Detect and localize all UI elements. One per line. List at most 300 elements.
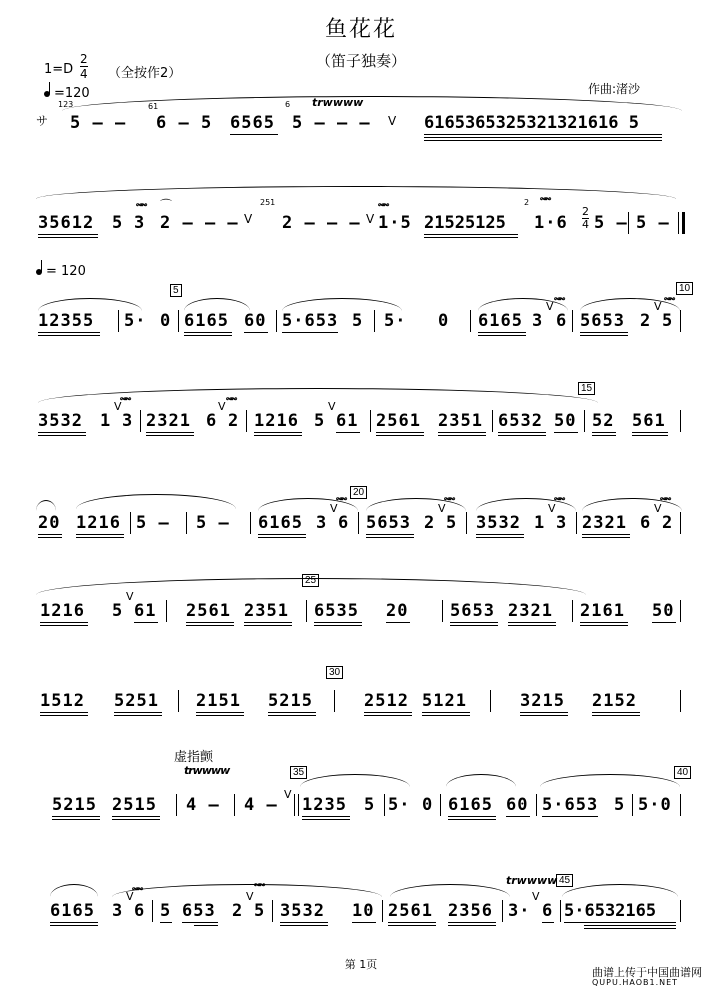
beam-underline xyxy=(182,922,218,923)
note-group: 2321 xyxy=(508,601,553,621)
note-group: 1512 xyxy=(40,691,85,711)
barline xyxy=(440,794,441,816)
beam-underline xyxy=(366,534,414,535)
beam-underline xyxy=(38,432,86,433)
barline xyxy=(680,310,681,332)
barline xyxy=(272,900,273,922)
beam-underline xyxy=(424,134,662,135)
note-group: 5 xyxy=(614,795,626,815)
note-group: 3215 xyxy=(520,691,565,711)
note-group: 3· xyxy=(508,901,531,921)
beam-underline xyxy=(592,715,640,716)
note-group: 6565 xyxy=(230,113,275,133)
trill-mark: trwwww xyxy=(312,96,364,109)
beam-underline xyxy=(652,622,676,623)
note-group: 5 xyxy=(352,311,364,331)
beam-underline xyxy=(38,237,98,238)
slur xyxy=(36,186,676,199)
note-group: 2152 xyxy=(592,691,637,711)
barline xyxy=(536,794,537,816)
beam-underline xyxy=(478,335,526,336)
note-group: 52 xyxy=(592,411,615,431)
barline xyxy=(298,794,299,816)
note-group: 2 xyxy=(640,311,652,331)
mordent-mark: 𝆗𝆗 xyxy=(660,490,670,504)
barline xyxy=(130,512,131,534)
note-group: 20 xyxy=(38,513,61,533)
breath-mark: V xyxy=(244,212,253,226)
beam-underline xyxy=(386,622,410,623)
breath-mark: V xyxy=(126,590,134,603)
barline xyxy=(234,794,235,816)
slur xyxy=(446,774,516,787)
beam-underline xyxy=(364,715,412,716)
note-group: 2351 xyxy=(438,411,483,431)
note-group: 2512 xyxy=(364,691,409,711)
beam-underline xyxy=(146,435,194,436)
beam-underline xyxy=(258,534,306,535)
note-group: 2561 xyxy=(186,601,231,621)
barline xyxy=(572,310,573,332)
score-title: 鱼花花 xyxy=(324,17,397,42)
time-signature xyxy=(80,52,88,81)
beam-underline xyxy=(196,715,244,716)
beam-underline xyxy=(632,432,668,433)
tempo-mark-1: =120 xyxy=(44,86,90,101)
beam-underline xyxy=(38,534,62,535)
note-group: 1 xyxy=(100,411,112,431)
note-group: 5 xyxy=(446,513,458,533)
note-group: 3532 xyxy=(280,901,325,921)
slur xyxy=(300,774,410,787)
note-group: 5 — xyxy=(636,213,670,233)
note-group: 2 — — — xyxy=(282,213,361,233)
barline xyxy=(576,512,577,534)
beam-underline xyxy=(388,922,436,923)
note-group: 2351 xyxy=(244,601,289,621)
note-group: 6 xyxy=(556,311,568,331)
grace-note: 61 xyxy=(148,102,159,111)
barline xyxy=(490,690,491,712)
note-group: 6165365325321321616 5 xyxy=(424,113,639,133)
beam-underline xyxy=(448,925,496,926)
note-group: 2151 xyxy=(196,691,241,711)
beam-underline xyxy=(230,134,278,135)
note-group: 2161 xyxy=(580,601,625,621)
barline xyxy=(680,900,681,922)
beam-underline xyxy=(302,816,350,817)
note-group: 1·6 xyxy=(534,213,568,233)
beam-underline xyxy=(508,622,556,623)
beam-underline xyxy=(38,435,86,436)
barline xyxy=(250,512,251,534)
mordent-mark: 𝆗𝆗 xyxy=(444,490,454,504)
trill-mark: trwwww xyxy=(184,764,230,777)
measure-number: 45 xyxy=(556,874,573,887)
beam-underline xyxy=(422,712,470,713)
breath-mark: V xyxy=(366,212,375,226)
free-rhythm-mark: サ xyxy=(36,114,49,128)
barline xyxy=(358,512,359,534)
score-subtitle: （笛子独奏） xyxy=(315,52,406,70)
barline xyxy=(466,512,467,534)
beam-underline xyxy=(268,715,316,716)
barline xyxy=(680,512,681,534)
barline xyxy=(680,794,681,816)
beam-underline xyxy=(282,332,338,333)
note-group: 2561 xyxy=(376,411,421,431)
note-group: 2515 xyxy=(112,795,157,815)
key-signature: 1=D xyxy=(44,62,74,77)
note-group: 5 xyxy=(112,213,124,233)
breath-mark: V xyxy=(546,300,554,313)
beam-underline xyxy=(498,435,546,436)
quarter-note-icon xyxy=(36,269,42,275)
beam-underline xyxy=(448,819,496,820)
note-group: 5·653 xyxy=(542,795,599,815)
beam-underline xyxy=(50,922,98,923)
note-group: 5 xyxy=(112,601,124,621)
note-group: 5251 xyxy=(114,691,159,711)
tempo-mark-2: = 120 xyxy=(36,264,86,279)
note-group: 1 xyxy=(534,513,546,533)
breath-mark: V xyxy=(328,400,336,413)
meter-bottom: 4 xyxy=(80,67,88,81)
grace-note: 251 xyxy=(260,198,276,207)
note-group: 5 — xyxy=(136,513,170,533)
beam-underline xyxy=(184,332,232,333)
fingering-note: （全按作2） xyxy=(108,66,182,81)
breath-mark: V xyxy=(548,502,556,515)
beam-underline xyxy=(448,816,496,817)
note-group: 3 xyxy=(556,513,568,533)
beam-underline xyxy=(580,332,628,333)
note-group: 5 — xyxy=(196,513,230,533)
barline xyxy=(246,410,247,432)
note-group: 1235 xyxy=(302,795,347,815)
beam-underline xyxy=(40,625,88,626)
mordent-mark: 𝆗𝆗 xyxy=(554,490,564,504)
barline xyxy=(680,410,681,432)
note-group: 3 xyxy=(532,311,544,331)
measure-number: 40 xyxy=(674,766,691,779)
note-group: 6532 xyxy=(498,411,543,431)
note-group: 5·6532165 xyxy=(564,901,657,921)
barline xyxy=(370,410,371,432)
beam-underline xyxy=(280,925,328,926)
mordent-mark: 𝆗𝆗 xyxy=(554,290,564,304)
beam-underline xyxy=(38,335,100,336)
measure-number: 20 xyxy=(350,486,367,499)
note-group: 6165 xyxy=(258,513,303,533)
beam-underline xyxy=(134,622,158,623)
note-group: 6 — 5 xyxy=(156,113,213,133)
beam-underline xyxy=(336,432,360,433)
barline xyxy=(682,212,685,234)
beam-underline xyxy=(580,335,628,336)
beam-underline xyxy=(50,925,98,926)
beam-underline xyxy=(554,432,578,433)
note-group: 35612 xyxy=(38,213,95,233)
barline xyxy=(178,310,179,332)
mordent-mark: 𝆗𝆗 xyxy=(664,290,674,304)
slur xyxy=(390,884,510,897)
mordent-mark: 𝆗𝆗 xyxy=(226,390,236,404)
barline xyxy=(306,600,307,622)
beam-underline xyxy=(424,137,662,138)
note-group: 60 xyxy=(244,311,267,331)
note-group: 5 — xyxy=(594,213,628,233)
barline xyxy=(178,690,179,712)
note-group: 561 xyxy=(632,411,666,431)
beam-underline xyxy=(450,625,498,626)
note-group: 61 xyxy=(134,601,157,621)
beam-underline xyxy=(314,625,362,626)
beam-underline xyxy=(186,625,234,626)
note-group: 5653 xyxy=(450,601,495,621)
beam-underline xyxy=(376,432,424,433)
beam-underline xyxy=(352,922,376,923)
breath-mark: V xyxy=(246,890,254,903)
beam-underline xyxy=(450,622,498,623)
beam-underline xyxy=(506,816,530,817)
beam-underline xyxy=(52,816,100,817)
note-group: 12355 xyxy=(38,311,95,331)
note-group: 5 xyxy=(364,795,376,815)
barline xyxy=(374,310,375,332)
beam-underline xyxy=(364,712,412,713)
beam-underline xyxy=(76,537,124,538)
note-group: 50 xyxy=(554,411,577,431)
beam-underline xyxy=(76,534,124,535)
beam-underline xyxy=(280,922,328,923)
grace-note: 6 xyxy=(285,100,291,109)
page-number: 第 1页 xyxy=(344,958,378,971)
note-group: 6165 xyxy=(50,901,95,921)
note-group: 3532 xyxy=(476,513,521,533)
site-url: QUPU.HAOB1.NET xyxy=(592,978,679,987)
breath-mark: V xyxy=(654,300,662,313)
barline xyxy=(442,600,443,622)
breath-mark: V xyxy=(388,114,397,128)
note-group: 4 — xyxy=(244,795,278,815)
slur xyxy=(50,884,98,897)
beam-underline xyxy=(376,435,424,436)
note-group: 5121 xyxy=(422,691,467,711)
beam-underline xyxy=(478,332,526,333)
barline xyxy=(186,512,187,534)
note-group: 3 xyxy=(316,513,328,533)
beam-underline xyxy=(424,234,518,235)
beam-underline xyxy=(584,928,676,929)
beam-underline xyxy=(520,715,568,716)
barline xyxy=(382,900,383,922)
note-group: 6 xyxy=(338,513,350,533)
barline xyxy=(584,410,585,432)
beam-underline xyxy=(302,819,350,820)
time-signature-change: 2 4 xyxy=(582,205,589,231)
grace-note: 2 xyxy=(524,198,530,207)
beam-underline xyxy=(112,819,160,820)
note-group: 5 xyxy=(160,901,172,921)
note-group: 10 xyxy=(352,901,375,921)
beam-underline xyxy=(584,925,676,926)
grace-note: 123 xyxy=(58,100,74,109)
measure-number: 15 xyxy=(578,382,595,395)
beam-underline xyxy=(508,625,556,626)
breath-mark: V xyxy=(218,400,226,413)
barline xyxy=(384,794,385,816)
barline xyxy=(680,600,681,622)
note-group: 6165 xyxy=(184,311,229,331)
note-group: 2 — — — xyxy=(160,213,239,233)
note-group: 5 xyxy=(254,901,266,921)
barline xyxy=(470,310,471,332)
note-group: 5· xyxy=(124,311,147,331)
note-group: 1216 xyxy=(254,411,299,431)
note-group: 0 xyxy=(422,795,434,815)
beam-underline xyxy=(592,432,616,433)
barline xyxy=(678,212,679,234)
beam-underline xyxy=(40,712,88,713)
note-group: 61 xyxy=(336,411,359,431)
beam-underline xyxy=(254,435,302,436)
barline xyxy=(632,794,633,816)
note-group: 6 xyxy=(542,901,554,921)
beam-underline xyxy=(258,537,306,538)
site-credit: 曲谱上传于中国曲谱网 xyxy=(592,966,702,979)
note-group: 6165 xyxy=(478,311,523,331)
beam-underline xyxy=(424,237,518,238)
beam-underline xyxy=(476,534,524,535)
beam-underline xyxy=(114,715,162,716)
beam-underline xyxy=(38,332,100,333)
barline xyxy=(140,410,141,432)
breath-mark: V xyxy=(654,502,662,515)
note-group: 2 xyxy=(228,411,240,431)
measure-number: 30 xyxy=(326,666,343,679)
mordent-mark: 𝆗𝆗 xyxy=(132,880,142,894)
note-group: 2 xyxy=(232,901,244,921)
note-group: 2 xyxy=(662,513,674,533)
beam-underline xyxy=(314,622,362,623)
note-group: 50 xyxy=(652,601,675,621)
measure-number: 10 xyxy=(676,282,693,295)
note-group: 5653 xyxy=(580,311,625,331)
composer-credit: 作曲:渚沙 xyxy=(588,82,641,96)
note-group: 2356 xyxy=(448,901,493,921)
note-group: 3532 xyxy=(38,411,83,431)
beam-underline xyxy=(582,534,630,535)
barline xyxy=(572,600,573,622)
slur xyxy=(36,500,56,511)
breath-mark: V xyxy=(438,502,446,515)
beam-underline xyxy=(52,819,100,820)
barline xyxy=(176,794,177,816)
note-group: 1·5 xyxy=(378,213,412,233)
measure-number: 35 xyxy=(290,766,307,779)
note-group: 21525125 xyxy=(424,213,506,233)
breath-mark: V xyxy=(532,890,540,903)
barline xyxy=(166,600,167,622)
note-group: 0 xyxy=(438,311,450,331)
barline xyxy=(502,900,503,922)
breath-mark: V xyxy=(284,788,292,801)
beam-underline xyxy=(592,712,640,713)
beam-underline xyxy=(244,625,292,626)
barline xyxy=(492,410,493,432)
breath-mark: V xyxy=(330,502,338,515)
note-group: 5 — — xyxy=(70,113,127,133)
meter-top: 2 xyxy=(80,52,88,66)
note-group: 1216 xyxy=(76,513,121,533)
beam-underline xyxy=(542,922,554,923)
breath-mark: V xyxy=(114,400,122,413)
measure-number: 5 xyxy=(170,284,182,297)
trill-mark: trwwww xyxy=(506,874,558,887)
mordent-mark: 𝆗𝆗 xyxy=(540,190,550,204)
barline xyxy=(334,690,335,712)
beam-underline xyxy=(520,712,568,713)
beam-underline xyxy=(254,432,302,433)
note-group: 6 xyxy=(134,901,146,921)
mordent-mark: 𝆗𝆗 xyxy=(254,876,264,890)
note-group: 653 xyxy=(182,901,216,921)
slur xyxy=(562,884,678,897)
beam-underline xyxy=(448,922,496,923)
mordent-mark: 𝆗𝆗 xyxy=(378,196,388,210)
note-group: 5 — — — xyxy=(292,113,371,133)
fermata-mark: ⌒ xyxy=(160,198,173,212)
note-group: 2321 xyxy=(582,513,627,533)
beam-underline xyxy=(184,335,232,336)
barline xyxy=(294,794,295,816)
note-group: 6165 xyxy=(448,795,493,815)
beam-underline xyxy=(542,816,598,817)
breath-mark: V xyxy=(126,890,134,903)
beam-underline xyxy=(244,332,268,333)
note-group: 60 xyxy=(506,795,529,815)
beam-underline xyxy=(186,622,234,623)
note-group: 3 xyxy=(122,411,134,431)
note-group: 4 — xyxy=(186,795,220,815)
slur xyxy=(540,774,680,787)
beam-underline xyxy=(438,432,486,433)
note-group: 2321 xyxy=(146,411,191,431)
mordent-mark: 𝆗𝆗 xyxy=(120,390,130,404)
technique-label: 虚指颤 xyxy=(174,750,214,765)
note-group: 5215 xyxy=(268,691,313,711)
note-group: 6535 xyxy=(314,601,359,621)
beam-underline xyxy=(40,622,88,623)
beam-underline xyxy=(38,537,62,538)
barline xyxy=(680,690,681,712)
beam-underline xyxy=(424,140,662,141)
beam-underline xyxy=(196,712,244,713)
note-group: 5 xyxy=(314,411,326,431)
note-group: 0 xyxy=(160,311,172,331)
barline xyxy=(276,310,277,332)
note-group: 5· xyxy=(384,311,407,331)
note-group: 5653 xyxy=(366,513,411,533)
beam-underline xyxy=(632,435,668,436)
note-group: 1216 xyxy=(40,601,85,621)
beam-underline xyxy=(114,712,162,713)
beam-underline xyxy=(40,715,88,716)
note-group: 2561 xyxy=(388,901,433,921)
beam-underline xyxy=(580,622,628,623)
beam-underline xyxy=(146,432,194,433)
